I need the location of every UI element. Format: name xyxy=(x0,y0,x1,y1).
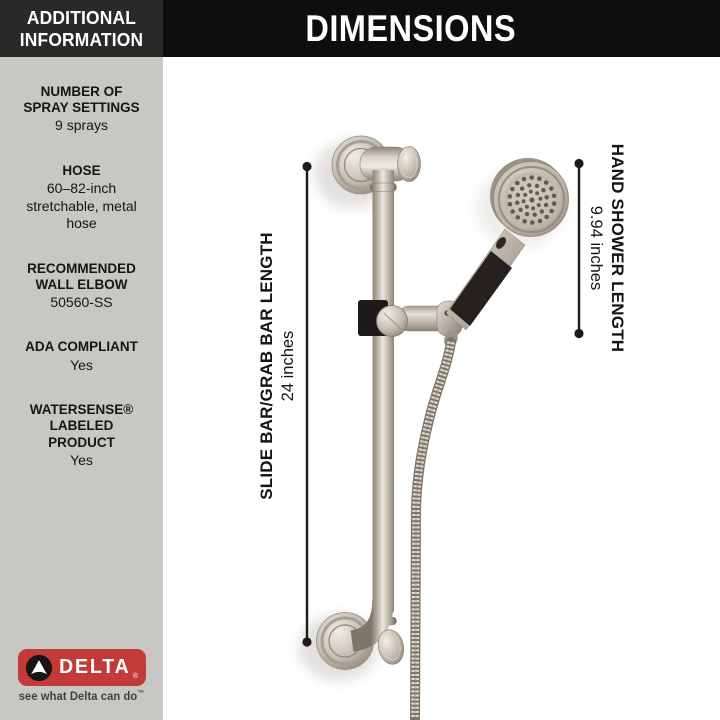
delta-logo xyxy=(18,649,146,686)
dimensions-panel xyxy=(163,0,720,720)
info-value: 60–82-inch stretchable, metal hose xyxy=(26,180,137,232)
info-item-watersense xyxy=(0,402,163,469)
trademark-mark: ™ xyxy=(137,690,145,698)
page-title: DIMENSIONS xyxy=(305,7,516,49)
product-illustration xyxy=(163,0,720,720)
slide-bar-dimension-label xyxy=(254,196,300,536)
additional-information-sidebar xyxy=(0,0,163,720)
shower-hose xyxy=(415,328,460,719)
dimensions-title-bar xyxy=(163,0,720,57)
info-value: 50560-SS xyxy=(50,293,113,310)
hand-shower-dimension-line xyxy=(574,159,583,338)
hand-shower-dimension-label xyxy=(586,128,628,368)
info-value: Yes xyxy=(70,451,93,468)
brand-tagline xyxy=(2,690,160,703)
dimension-label: SLIDE BAR/GRAB BAR LENGTH xyxy=(256,232,276,500)
sidebar-info-list xyxy=(0,57,163,469)
brand-block xyxy=(0,649,163,703)
slide-bar-dimension-line xyxy=(302,162,311,647)
spray-nozzles xyxy=(508,175,557,225)
dimension-value: 9.94 inches xyxy=(587,205,606,291)
info-item-wall-elbow xyxy=(0,261,163,312)
hand-shower-head xyxy=(490,158,569,237)
info-item-spray-settings xyxy=(0,84,163,135)
tagline-text: see what Delta can do xyxy=(18,691,138,703)
sidebar-header-title: ADDITIONAL INFORMATION xyxy=(19,7,144,50)
info-item-ada-compliant xyxy=(0,339,163,374)
info-label: RECOMMENDED WALL ELBOW xyxy=(27,260,136,292)
brand-name: DELTA xyxy=(59,656,131,679)
registered-mark: ® xyxy=(132,673,138,681)
sidebar-header xyxy=(0,0,163,57)
slide-bar xyxy=(370,170,397,625)
hand-shower-handle xyxy=(446,229,525,330)
top-wall-mount xyxy=(332,136,421,194)
info-label: NUMBER OF SPRAY SETTINGS xyxy=(23,84,140,116)
dimension-value: 24 inches xyxy=(278,330,297,402)
bottom-wall-mount xyxy=(317,600,407,670)
delta-triangle-icon xyxy=(25,654,53,682)
info-value: Yes xyxy=(70,356,93,373)
info-label: ADA COMPLIANT xyxy=(25,339,138,355)
info-label: HOSE xyxy=(62,162,101,178)
soft-shadows xyxy=(298,140,564,681)
slider-bracket xyxy=(358,300,462,337)
info-value: 9 sprays xyxy=(55,117,108,134)
dimension-label: HAND SHOWER LENGTH xyxy=(608,143,628,353)
info-item-hose xyxy=(0,163,163,233)
info-label: WATERSENSE® LABELED PRODUCT xyxy=(29,402,134,450)
